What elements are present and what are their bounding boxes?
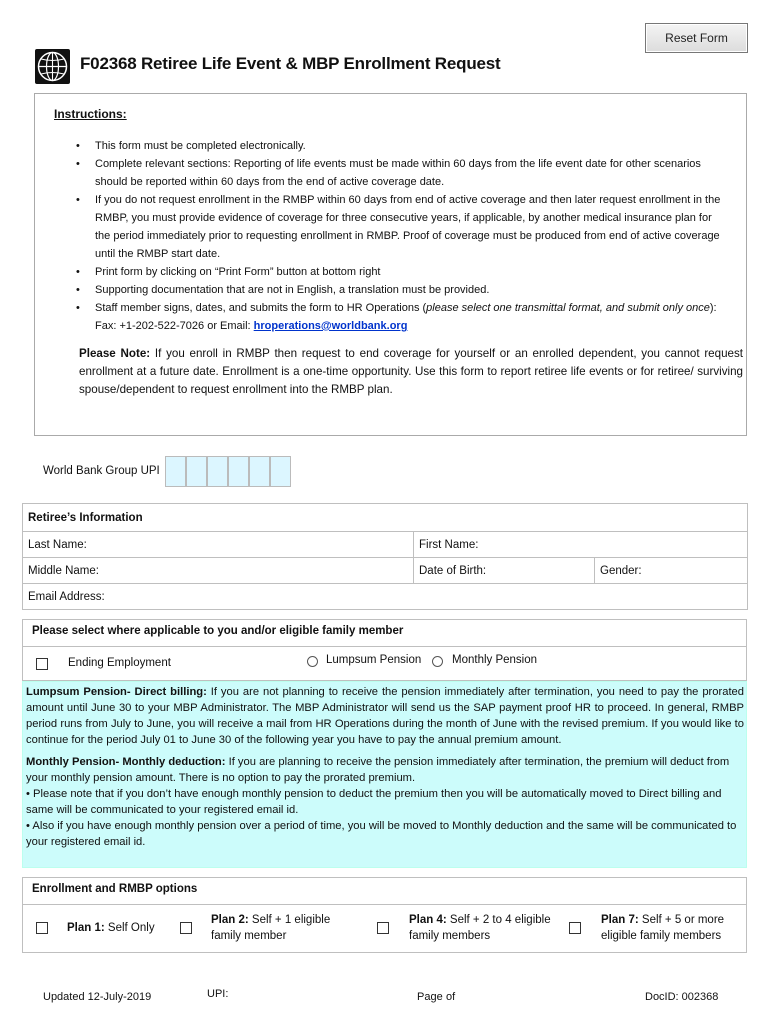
upi-label: World Bank Group UPI [43, 465, 160, 477]
lumpsum-pension-radio[interactable] [307, 656, 318, 667]
lumpsum-pension-label: Lumpsum Pension [326, 654, 422, 666]
pension-info-box [22, 681, 747, 868]
page-title: F02368 Retiree Life Event & MBP Enrollment Request [80, 54, 501, 73]
monthly-pension-radio[interactable] [432, 656, 443, 667]
page-of-label: of [446, 991, 456, 1003]
instruction-item: • Staff member signs, dates, and submits the form to HR Operations (please select one transmittal format, and submit only once): Fax: +1-202-522-7026 or Email: hroperations@worldbank.org [76, 302, 717, 332]
upi-digit-input[interactable] [165, 456, 186, 487]
instruction-item: • If you do not request enrollment in the RMBP within 60 days from end of active coverage and then later request enrollment in the RMBP, you must provide evidence of coverage for three consecutive years, if applicable, by another medical insurance plan for the period immediately prior to requesting enrollment in RMBP. Proof of coverage must be produced from end of active coverage until the RMBP start date. [76, 194, 721, 260]
please-note: Please Note: If you enroll in RMBP then request to end coverage for yourself or an enrolled dependent, you cannot request enrollment at a future date. Enrollment is a one-time opportunity. Use this form to report retiree life events or for retiree/ surviving spouse/dependent to request enrollment into the RMBP plan. [79, 347, 743, 396]
upi-digit-input[interactable] [270, 456, 291, 487]
instruction-item: • This form must be completed electronically. [76, 140, 306, 152]
middle-name-field[interactable]: Middle Name: [23, 558, 414, 584]
lumpsum-info: Lumpsum Pension- Direct billing: If you are not planning to receive the pension immediately after termination, you need to pay the prorated amount until June 30 to your MBP Administrator. The MBP Administrator will send us the SAP payment proof HR to proceed. In general, RMBP period runs from July to June, you will receive a mail from HR Operations during the month of June with the revised premium. If you would like to continue for the period July 01 to June 30 of the following year you have to pay the annual premium amount. [26, 686, 745, 746]
upi-digit-input[interactable] [228, 456, 249, 487]
monthly-info: Monthly Pension- Monthly deduction: If you are planning to receive the pension immediately after termination, the premium will deduct from your monthly pension amount. There is no option to pay the prorated premium. • Please note that if you don’t have enough monthly pension to deduct the premium then you will be automatically moved to Direct billing and same will be communicated to your registered email id. • Also if you have enough monthly pension over a period of time, you will be moved to Monthly deduction and the same will be communicated to your registered email id. [26, 756, 737, 848]
upi-input-group [165, 456, 291, 487]
upi-digit-input[interactable] [249, 456, 270, 487]
instruction-item: • Supporting documentation that are not in English, a translation must be provided. [76, 284, 490, 296]
divider [22, 646, 747, 647]
gender-field[interactable]: Gender: [595, 558, 748, 584]
plan-7-checkbox[interactable] [569, 922, 581, 934]
instruction-item: • Complete relevant sections: Reporting of life events must be made within 60 days from the life event date for other scenarios should be reported within 60 days from the end of active coverage date. [76, 158, 701, 188]
instructions-list [54, 137, 724, 335]
monthly-pension-label: Monthly Pension [452, 654, 538, 666]
plan-1-checkbox[interactable] [36, 922, 48, 934]
instructions-heading: Instructions: [54, 107, 127, 121]
selection-title: Please select where applicable to you and/or eligible family member [32, 625, 404, 637]
ending-employment-label: Ending Employment [68, 657, 171, 669]
retiree-info-title: Retiree’s Information [23, 504, 748, 532]
retiree-info-table [22, 503, 748, 610]
world-bank-logo-icon [35, 49, 70, 84]
last-name-field[interactable]: Last Name: [23, 532, 414, 558]
page-label: Page [417, 991, 443, 1003]
enrollment-title: Enrollment and RMBP options [32, 883, 198, 895]
upi-digit-input[interactable] [207, 456, 228, 487]
email-address-field[interactable]: Email Address: [23, 584, 748, 610]
reset-form-button[interactable]: Reset Form [645, 23, 748, 53]
instruction-item: • Print form by clicking on “Print Form” button at bottom right [76, 266, 381, 278]
doc-id: DocID: 002368 [645, 991, 719, 1003]
plan-2-label: Plan 2: Self + 1 eligible family member [211, 914, 331, 942]
plan-7-label: Plan 7: Self + 5 or more eligible family members [601, 914, 725, 942]
footer-upi-label: UPI: [207, 988, 229, 1000]
plan-4-checkbox[interactable] [377, 922, 389, 934]
hr-email-link[interactable]: hroperations@worldbank.org [253, 320, 408, 332]
plan-4-label: Plan 4: Self + 2 to 4 eligible family members [409, 914, 551, 942]
first-name-field[interactable]: First Name: [414, 532, 748, 558]
plan-1-label: Plan 1: Self Only [67, 922, 155, 934]
upi-digit-input[interactable] [186, 456, 207, 487]
divider [22, 904, 747, 905]
updated-date: Updated 12-July-2019 [43, 991, 152, 1003]
date-of-birth-field[interactable]: Date of Birth: [414, 558, 595, 584]
plan-2-checkbox[interactable] [180, 922, 192, 934]
ending-employment-checkbox[interactable] [36, 658, 48, 670]
